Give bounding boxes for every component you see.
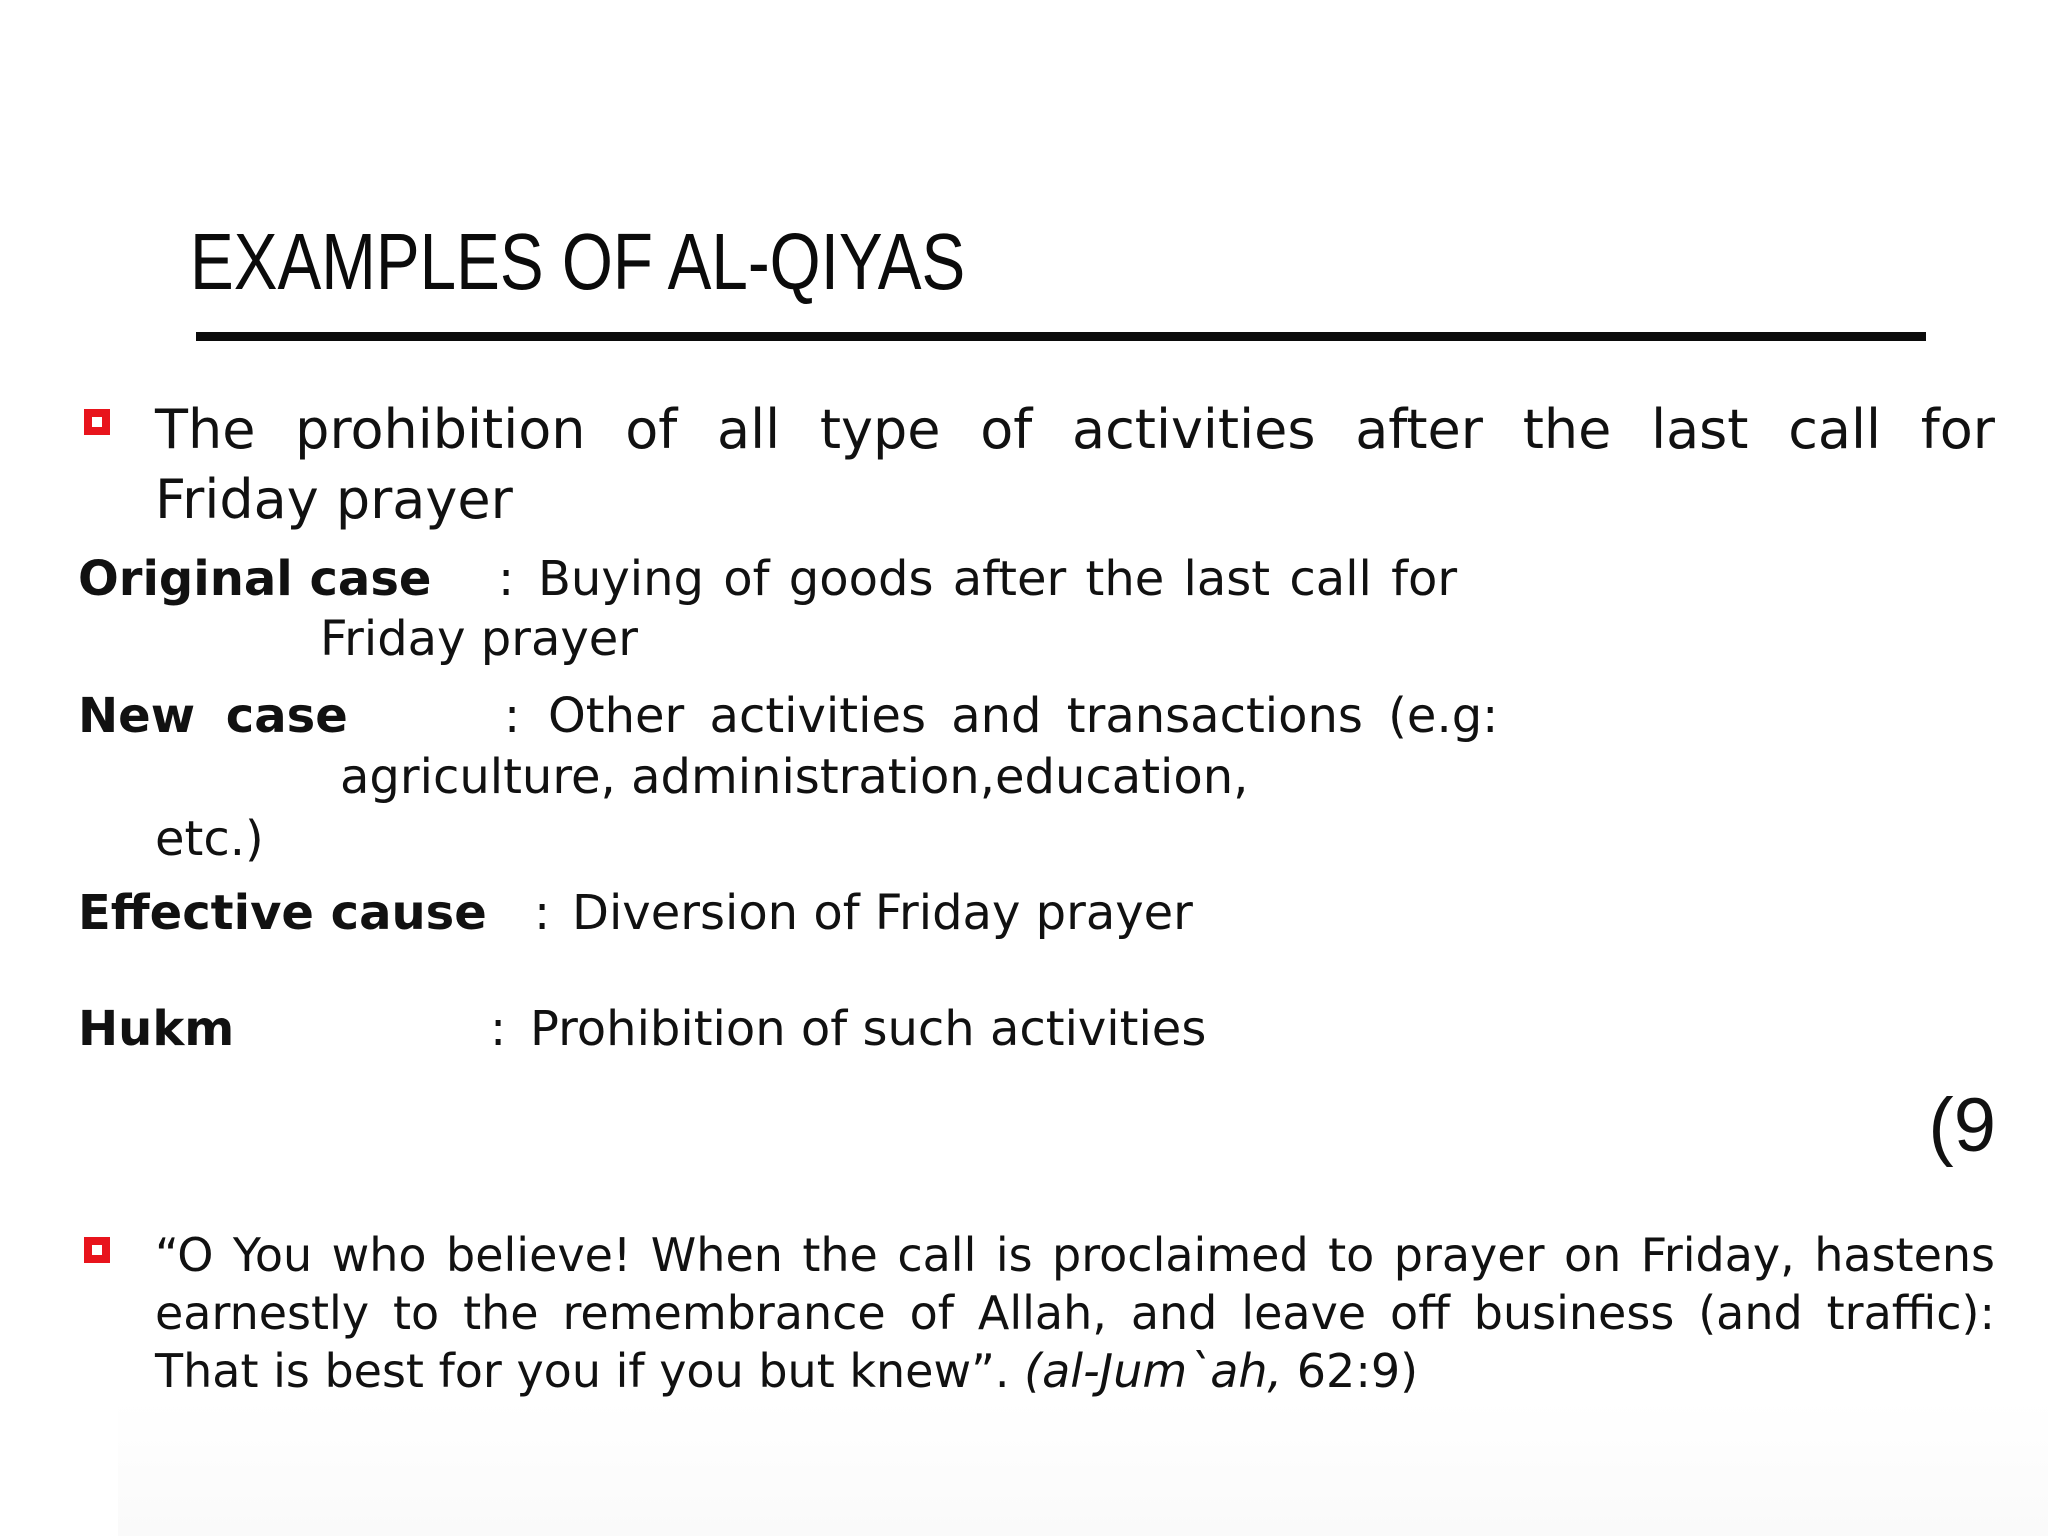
new-case-row: [78, 685, 1499, 747]
hukm-value: Prohibition of such activities: [530, 1001, 1207, 1057]
quote-text: “O You who believe! When the call is proclaimed to prayer on Friday, hastens earnestly to the remembrance of Allah, and leave off business (and traffic): That is best for you if you but knew”.: [155, 1228, 1995, 1398]
effective-cause-label: Effective cause: [78, 885, 487, 941]
effective-cause-value: Diversion of Friday prayer: [572, 885, 1193, 941]
red-square-bullet-icon: [84, 409, 110, 435]
original-case-row: [78, 548, 1458, 610]
effective-cause-row: [78, 882, 1193, 944]
effective-cause-colon: :: [534, 885, 551, 941]
quote-source-ref: 62:9): [1282, 1344, 1419, 1398]
bottom-shade: [118, 1400, 2048, 1536]
new-case-label: New case: [78, 688, 348, 744]
slide-title: EXAMPLES OF AL-QIYAS: [190, 217, 966, 306]
original-case-value-continued: Friday prayer: [320, 611, 639, 667]
red-square-bullet-icon: [84, 1237, 110, 1263]
original-case-label: Original case: [78, 551, 432, 607]
quran-quote: [155, 1226, 1995, 1400]
original-case-value: Buying of goods after the last call for: [538, 551, 1458, 607]
title-underline: [196, 332, 1926, 341]
example-heading-line-1: The prohibition of all type of activities after the last call for: [155, 398, 1995, 461]
example-heading: [155, 395, 1995, 535]
new-case-colon: :: [504, 688, 521, 744]
original-case-colon: :: [498, 551, 515, 607]
new-case-value-continued-2: etc.): [155, 811, 264, 867]
new-case-value: Other activities and transactions (e.g:: [548, 688, 1499, 744]
hukm-row: [78, 998, 1207, 1060]
page-number: (9: [1928, 1083, 1996, 1168]
quote-source-italic: (al-Jum`ah,: [1024, 1344, 1283, 1398]
hukm-label: Hukm: [78, 1001, 235, 1057]
example-heading-line-2: Friday prayer: [155, 468, 513, 531]
hukm-colon: :: [490, 1001, 507, 1057]
new-case-value-continued: agriculture, administration,education,: [340, 749, 1249, 805]
